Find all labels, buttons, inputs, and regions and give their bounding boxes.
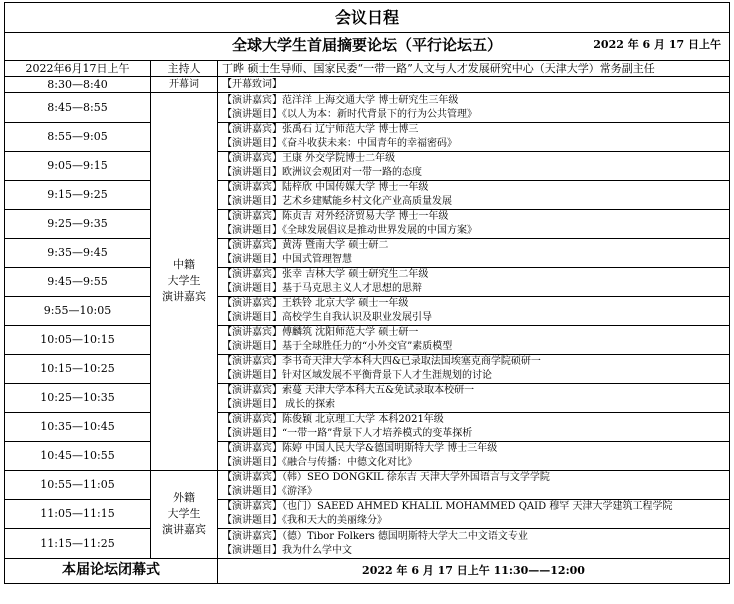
group-chinese-speakers: 中籍 大学生 演讲嘉宾	[151, 93, 218, 471]
session-row	[5, 529, 730, 559]
speaker-line: 【演讲嘉宾】李书奇天津大学本科大四&已录取法国埃塞克商学院硕研一	[222, 356, 541, 367]
session-time: 9:25—9:35	[5, 210, 151, 239]
session-time: 9:45—9:55	[5, 268, 151, 297]
topic-line: 【演讲题目】针对区域发展不平衡背景下人才生涯规划的讨论	[222, 370, 492, 381]
topic-line: 【演讲题目】 成长的探索	[222, 399, 336, 410]
opening-row	[5, 77, 730, 93]
session-time: 8:55—9:05	[5, 123, 151, 152]
topic-line: 【演讲题目】中国式管理智慧	[222, 254, 352, 265]
session-row	[5, 471, 730, 500]
session-time: 11:15—11:25	[5, 529, 151, 559]
session-content	[218, 326, 730, 355]
session-content	[218, 181, 730, 210]
session-content	[218, 413, 730, 442]
closing-title-text: 本届论坛闭幕式	[62, 562, 160, 578]
session-content	[218, 93, 730, 123]
session-time: 10:35—10:45	[5, 413, 151, 442]
session-row	[5, 384, 730, 413]
speaker-line: 【演讲嘉宾】陈婷 中国人民大学&德国明斯特大学 博士三年级	[222, 443, 498, 454]
session-row	[5, 93, 730, 123]
speaker-line: 【演讲嘉宾】张禹石 辽宁师范大学 博士博三	[222, 124, 419, 135]
session-content	[218, 471, 730, 500]
speaker-line: 【演讲嘉宾】傅麟筑 沈阳师范大学 硕士研一	[222, 327, 419, 338]
forum-date: 2022 年 6 月 17 日上午	[593, 38, 721, 51]
speaker-line: 【演讲嘉宾】（韩）SEO DONGKIL 徐东吉 天津大学外国语言与文学学院	[222, 472, 550, 483]
forum-row	[5, 33, 730, 61]
session-row	[5, 413, 730, 442]
session-content	[218, 442, 730, 471]
topic-line: 【演讲题目】“一带一路”背景下人才培养模式的变革探析	[222, 428, 473, 439]
session-content	[218, 500, 730, 529]
speaker-line: 【演讲嘉宾】张幸 吉林大学 硕士研究生二年级	[222, 269, 429, 280]
topic-line: 【演讲题目】欧洲议会观团对一带一路的态度	[222, 167, 422, 178]
host-value: 丁晔 硕士生导师、国家民委“一带一路”人文与人才发展研究中心（天津大学）常务副主任	[218, 61, 730, 77]
speaker-line: 【演讲嘉宾】范洋洋 上海交通大学 博士研究生三年级	[222, 94, 459, 106]
speaker-line: 【演讲嘉宾】王康 外交学院博士二年级	[222, 153, 396, 164]
speaker-line: 【演讲嘉宾】索蔓 天津大学本科大五&免试录取本校研一	[222, 385, 475, 396]
session-time: 10:45—10:55	[5, 442, 151, 471]
topic-line: 【演讲题目】《我和天大的美丽缘分》	[222, 515, 387, 526]
session-time: 10:15—10:25	[5, 355, 151, 384]
topic-line: 【演讲题目】《融合与传播：中德文化对比》	[222, 457, 417, 468]
session-time: 9:05—9:15	[5, 152, 151, 181]
session-time: 9:35—9:45	[5, 239, 151, 268]
topic-line: 【演讲题目】基于马克思主义人才思想的思辩	[222, 283, 422, 294]
session-content	[218, 529, 730, 559]
topic-line: 【演讲题目】高校学生自我认识及职业发展引导	[222, 312, 432, 323]
session-row	[5, 268, 730, 297]
session-content	[218, 384, 730, 413]
session-row	[5, 123, 730, 152]
topic-line: 【演讲题目】《以人为本：新时代背景下的行为公共管理》	[222, 108, 477, 120]
session-row	[5, 500, 730, 529]
speaker-line: 【演讲嘉宾】陈俊颖 北京理工大学 本科2021年级	[222, 414, 444, 425]
opening-content: 【开幕致词】	[218, 77, 730, 93]
session-content	[218, 239, 730, 268]
forum-header	[5, 33, 730, 61]
session-content	[218, 297, 730, 326]
header-date: 2022年6月17日上午	[5, 61, 151, 77]
topic-line: 【演讲题目】艺术乡建赋能乡村文化产业高质量发展	[222, 196, 452, 207]
session-row	[5, 442, 730, 471]
speaker-line: 【演讲嘉宾】陆梓欣 中国传媒大学 博士一年级	[222, 182, 429, 193]
session-content	[218, 268, 730, 297]
page-title: 会议日程	[5, 3, 730, 33]
session-content	[218, 123, 730, 152]
speaker-line: 【演讲嘉宾】（也门）SAEED AHMED KHALIL MOHAMMED QAID 穆罕 天津大学建筑工程学院	[222, 501, 673, 512]
session-row	[5, 210, 730, 239]
session-row	[5, 326, 730, 355]
closing-time-text: 2022 年 6 月 17 日上午 11:30——12:00	[362, 563, 585, 577]
forum-title: 全球大学生首届摘要论坛（平行论坛五）	[231, 36, 502, 54]
host-label: 主持人	[151, 61, 218, 77]
speaker-line: 【演讲嘉宾】（德）Tibor Folkers 德国明斯特大学大二中文语文专业	[222, 530, 528, 542]
session-time: 10:25—10:35	[5, 384, 151, 413]
session-row	[5, 239, 730, 268]
closing-title	[5, 559, 218, 584]
session-time: 10:05—10:15	[5, 326, 151, 355]
session-content	[218, 355, 730, 384]
speaker-line: 【演讲嘉宾】王轶铃 北京大学 硕士一年级	[222, 298, 409, 309]
topic-line: 【演讲题目】《游泽》	[222, 486, 317, 497]
opening-label: 开幕词	[151, 77, 218, 93]
session-time: 10:55—11:05	[5, 471, 151, 500]
session-row	[5, 297, 730, 326]
title-row	[5, 3, 730, 33]
closing-time	[218, 559, 730, 584]
agenda-table	[4, 2, 730, 584]
session-row	[5, 355, 730, 384]
session-time: 11:05—11:15	[5, 500, 151, 529]
session-time: 8:45—8:55	[5, 93, 151, 123]
session-content	[218, 152, 730, 181]
topic-line: 【演讲题目】《全球发展倡议是推动世界发展的中国方案》	[222, 225, 477, 236]
session-row	[5, 152, 730, 181]
header-row	[5, 61, 730, 77]
session-row	[5, 181, 730, 210]
closing-row	[5, 559, 730, 584]
group-foreign-speakers: 外籍 大学生 演讲嘉宾	[151, 471, 218, 559]
topic-line: 【演讲题目】基于全球胜任力的“小外交官”素质模型	[222, 341, 453, 352]
topic-line: 【演讲题目】《奋斗收获未来：中国青年的幸福密码》	[222, 138, 457, 149]
opening-time: 8:30—8:40	[5, 77, 151, 93]
session-content	[218, 210, 730, 239]
topic-line: 【演讲题目】我为什么学中文	[222, 544, 352, 556]
speaker-line: 【演讲嘉宾】黄涛 暨南大学 硕士研二	[222, 240, 389, 251]
session-time: 9:55—10:05	[5, 297, 151, 326]
speaker-line: 【演讲嘉宾】陈贞吉 对外经济贸易大学 博士一年级	[222, 211, 449, 222]
session-time: 9:15—9:25	[5, 181, 151, 210]
